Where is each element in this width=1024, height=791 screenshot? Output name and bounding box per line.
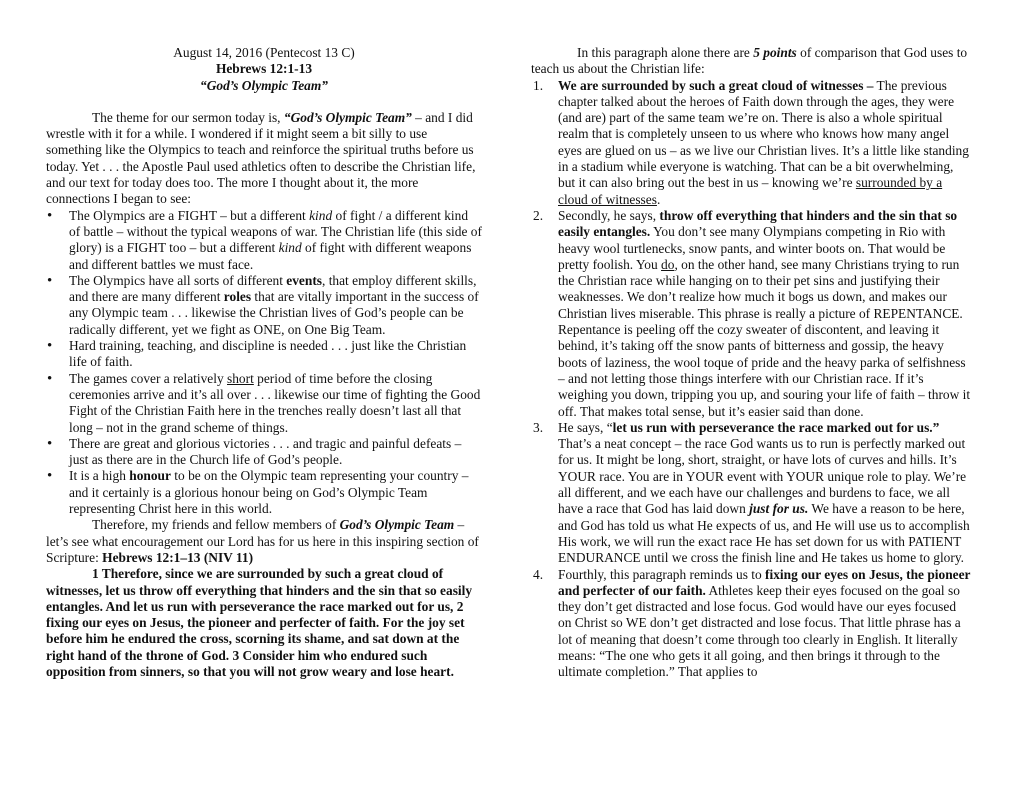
bullet-item — [46, 208, 482, 273]
sermon-title: “God’s Olympic Team” — [200, 77, 328, 93]
scripture-reference: Hebrews 12:1–13 (NIV 11) — [102, 549, 254, 565]
points-intro-text-b: of comparison that God uses to teach us about the Christian life: — [531, 45, 968, 77]
scripture-body: 1 Therefore, since we are surrounded by such a great cloud of witnesses, let us throw off everything that hinders and the sin that so easily entangles. And let us run with perseverance the race marked out for us, 2 fixing our eyes on Jesus, the pioneer and perfecter of faith. For the joy set before him he endured the cross, scorning its shame, and sat down at the right hand of the throne of God. 3 Consider him who endured such opposition from sinners, so that you will not grow weary and lose heart. — [46, 566, 473, 679]
point-heading: let us run with perseverance the race marked out for us.” — [612, 419, 940, 435]
bullet-text: , that employ different skills, and there are many different — [69, 272, 477, 305]
bullet-text: of fight with different weapons and different battles we must face. — [69, 240, 472, 272]
intro-paragraph — [46, 110, 482, 208]
bullet-emphasis: kind — [278, 240, 302, 256]
point-item-4 — [531, 567, 971, 681]
bullet-item — [46, 468, 482, 517]
bullet-text: period of time before the closing ceremonies arrive and it’s all over . . . likewise our time of fighting the Good Fight of the Christian Faith here in the trenches really doesn’t last all that long – not in the grand scheme of things. — [69, 370, 481, 435]
point-text: . — [656, 191, 661, 207]
therefore-paragraph — [46, 517, 482, 566]
point-item-3 — [531, 420, 971, 567]
point-item-1 — [531, 78, 971, 208]
point-text: Secondly, he says, — [558, 207, 660, 223]
therefore-text-a: Therefore, my friends and fellow members of — [92, 517, 340, 533]
points-intro — [531, 45, 971, 78]
point-number: 4. — [533, 566, 544, 582]
intro-text-a: The theme for our sermon today is, — [92, 109, 284, 125]
intro-text-b: – and I did wrestle with it for a while. I wondered if it might seem a bit silly to use something like the Olympics to teach and reinforce the spiritual truths before us today. Yet . . . the Apostle Paul used athletics often to describe the Christian life, and our text for today does too. The more I thought about it, the more connections I began to see: — [46, 109, 476, 207]
point-text: We have a reason to be here, and God has told us what He expects of us, and He will use us to accomplish His work, we will run the exact race He has set down for us with PATIENT ENDURANCE until we cross the finish line and He takes us home to glory. — [558, 501, 970, 566]
point-text: , on the other hand, see many Christians trying to run the Christian race while hanging on to their pet sins and justifying their weaknesses. We don’t realize how much it bogs us down, and makes our Christian lives miserable. This phrase is really a picture of REPENTANCE. Repentance is peeling off the cozy sweater of discontent, and leaving it behind, it’s taking off the snow pants of bitterness and gossip, the heavy boots of laziness, the wool toque of pride and the heavy parka of selfishness – and not letting those things interfere with our Christian race. If it’s weighing you down, tripping you up, and souring your life of faith – throw it off. That makes total sense, but it’s easier said than done. — [558, 256, 971, 419]
right-column — [531, 45, 971, 681]
bullet-text: Hard training, teaching, and discipline is needed . . . just like the Christian life of faith. — [69, 338, 467, 370]
point-number: 1. — [533, 77, 544, 93]
bullet-item — [46, 436, 482, 469]
point-number: 3. — [533, 419, 544, 435]
bullet-text: It is a high — [69, 468, 130, 484]
bullet-text: There are great and glorious victories . . . and tragic and painful defeats – just as there are in the Church life of God’s people. — [69, 435, 462, 468]
points-list — [531, 78, 971, 681]
left-column — [46, 45, 482, 680]
intro-title: “God’s Olympic Team” — [283, 109, 412, 125]
point-emphasis: surrounded by a cloud of witnesses — [558, 175, 943, 207]
bullet-emphasis: short — [227, 370, 254, 386]
point-item-2 — [531, 208, 971, 420]
point-emphasis: do — [661, 256, 675, 272]
points-count: 5 points — [753, 45, 797, 60]
bullet-text: The Olympics are a FIGHT – but a different — [69, 207, 310, 223]
points-intro-text-a: In this paragraph alone there are — [577, 45, 754, 60]
bullet-text: The Olympics have all sorts of different — [69, 272, 287, 288]
point-heading: fixing our eyes on Jesus, the pioneer and perfecter of our faith. — [558, 566, 971, 598]
bullet-text: The games cover a relatively — [69, 370, 228, 386]
point-heading: We are surrounded by such a great cloud of witnesses – — [558, 77, 874, 93]
bullet-item — [46, 338, 482, 371]
point-number: 2. — [533, 207, 544, 223]
point-heading: throw off everything that hinders and the sin that so easily entangles. — [558, 207, 958, 240]
scripture-text — [46, 566, 482, 680]
point-text: You don’t see many Olympians competing in Rio with heavy wool turtlenecks, snow pants, and winter boots on. That would be pretty foolish. You — [558, 224, 946, 272]
bullet-text: to be on the Olympic team representing your country – and it certainly is a glorious honour being on God’s Olympic Team representing Christ here in this world. — [69, 468, 469, 517]
sermon-passage: Hebrews 12:1-13 — [215, 61, 313, 77]
point-text: He says, “ — [558, 419, 613, 435]
bullet-item — [46, 273, 482, 338]
point-text: Athletes keep their eyes focused on the goal so they don’t get distracted and lose focus. God would have our eyes focused on Christ so WE don’t get distracted and lose focus. That little phrase has a lot of meaning that doesn’t come through too clearly in English. It literally means: “The one who gets it all going, and then brings it through to the ultimate completion.” That applies to — [558, 582, 961, 680]
point-emphasis: just for us. — [749, 501, 809, 517]
point-text: The previous chapter talked about the heroes of Faith down through the ages, they were (and are) part of the same team we’re on. There is also a whole spiritual realm that is completely unseen to us where who knows how many angel eyes are glued on us – as we live our Christian lives. It’s a little like standing in a stadium while everyone is watching. That can be a bit overwhelming, but it can also bring out the best in us – knowing we’re — [558, 77, 969, 191]
bullet-emphasis: roles — [223, 289, 252, 305]
point-text: That’s a neat concept – the race God wants us to run is perfectly marked out for us. It might be long, short, straight, or have lots of curves and hills. It’s YOUR race. You are in YOUR event with YOUR unique role to play. We’re all different, and we each have our challenges and burdens to face, we all have a race that God has laid down — [558, 436, 967, 517]
bullet-emphasis: honour — [129, 468, 171, 484]
bullet-item — [46, 371, 482, 436]
bullet-text: of fight / a different kind of battle – without the typical weapons of war. The Christian life (this side of glory) is a FIGHT too – but a different — [69, 207, 482, 256]
therefore-title: God’s Olympic Team — [339, 517, 455, 533]
therefore-text-b: – let’s see what encouragement our Lord has for us here in this inspiring section of Scripture: — [46, 517, 479, 565]
point-text: Fourthly, this paragraph reminds us to — [558, 566, 766, 582]
sermon-heading — [46, 45, 482, 94]
comparison-bullets — [46, 208, 482, 518]
bullet-emphasis: kind — [309, 207, 333, 223]
bullet-text: that are vitally important in the success of any Olympic team . . . likewise the Christian lives of God’s people can be radically different, yet we fight as ONE, on One Big Team. — [69, 289, 479, 337]
sermon-date: August 14, 2016 (Pentecost 13 C) — [173, 45, 355, 60]
bullet-emphasis: events — [286, 272, 322, 288]
